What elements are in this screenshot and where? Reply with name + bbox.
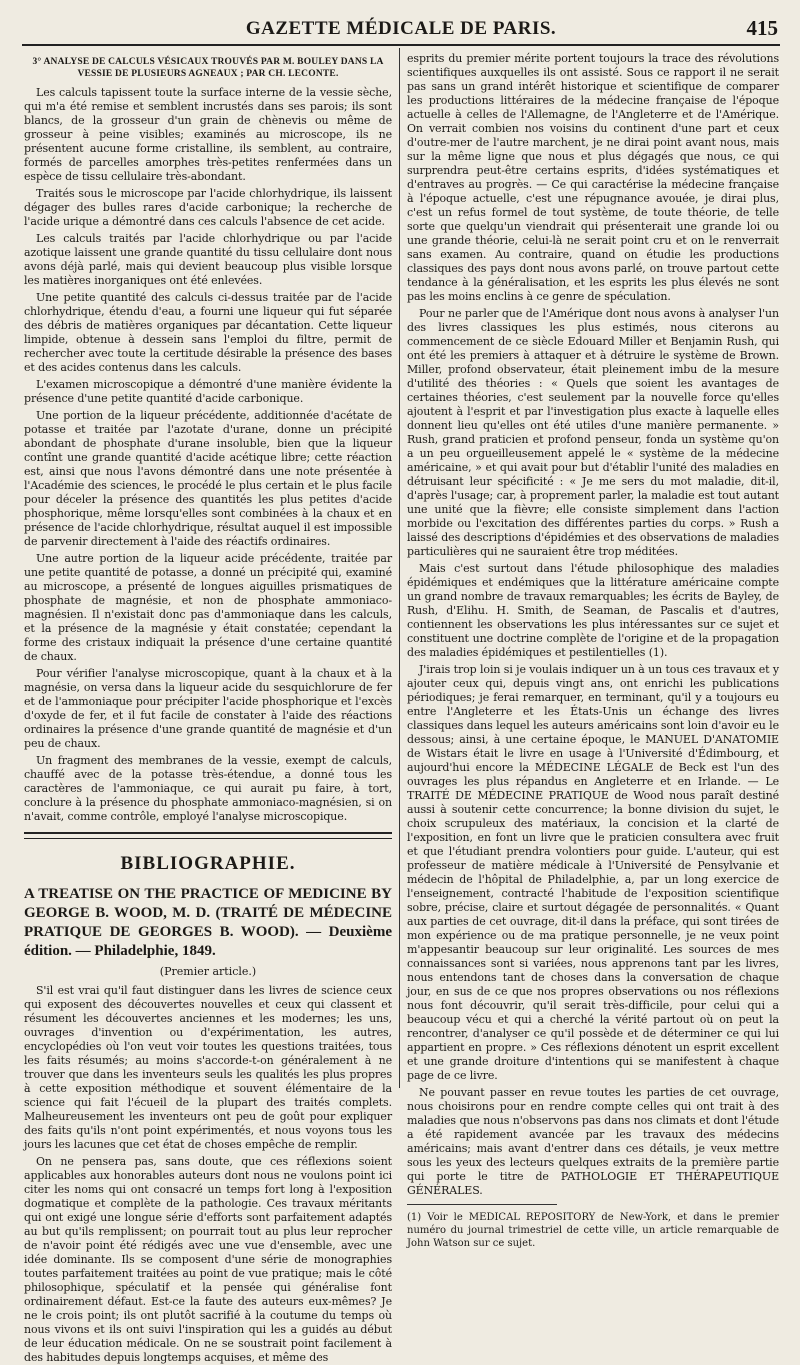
page-number: 415: [746, 16, 778, 40]
right-column: [407, 52, 779, 1249]
book-title: A TREATISE ON THE PRACTICE OF MEDICINE BY GEORGE B. WOOD, M. D. (TRAITÉ DE MÉDECINE PRATIQUE DE GEORGES B. WOOD). — Deuxième édition. — Philadelphie, 1849.: [24, 886, 392, 959]
paragraph: Traités sous le microscope par l'acide chlorhydrique, ils laissent dégager des bulles rares d'acide carbonique; la recherche de l'acide urique a démontré dans ces calculs l'absence de cet acide.: [24, 187, 392, 228]
bibliography-heading: BIBLIOGRAPHIE.: [120, 853, 296, 874]
section-title: 3° ANALYSE DE CALCULS VÉSICAUX TROUVÉS PAR M. BOULEY DANS LA VESSIE DE PLUSIEURS AGNEAUX ; PAR CH. LECONTE.: [32, 57, 384, 79]
paragraph: Ne pouvant passer en revue toutes les parties de cet ouvrage, nous choisirons pour en rendre compte celles qui ont trait à des maladies que nous n'observons pas dans nos climats et dont l'étude a été rapidement avancée par les travaux des médecins américains; mais avant d'entrer dans ces détails, je veux mettre sous les yeux des lecteurs quelques extraits de la première partie qui porte le titre de PATHOLOGIE ET THÉRAPEUTIQUE GÉNÉRALES.: [407, 1086, 779, 1197]
article-marker: (Premier article.): [159, 965, 257, 978]
paragraph: Les calculs traités par l'acide chlorhydrique ou par l'acide azotique laissent une grande quantité du tissu cellulaire dont nous avons déjà parlé, mais qui devient beaucoup plus visible lorsque les matières inorganiques ont été enlevées.: [24, 232, 392, 287]
column-divider: [399, 48, 400, 1088]
paragraph: Pour vérifier l'analyse microscopique, quant à la chaux et à la magnésie, on versa dans la liqueur acide du sesquichlorure de fer et de l'ammoniaque pour précipiter l'acide phosphorique et l'excès d'oxyde de fer, et il fut facile de constater à l'aide des réactions ordinaires la présence d'une grande quantité de magnésie et d'un peu de chaux.: [24, 667, 392, 750]
page-header: [22, 16, 780, 42]
paragraph: Les calculs tapissent toute la surface interne de la vessie sèche, qui m'a été remise et semblent incrustés dans ses parois; ils sont blancs, de la grosseur d'un grain de chènevis ou même de grosseur à peine visibles; examinés au microscope, ils ne présentent aucune forme cristalline, ils semblent, au contraire, formés de parcelles amorphes très-petites renfermées dans un espèce de tissu cellulaire très-abondant.: [24, 86, 392, 183]
left-column: [24, 52, 392, 1364]
header-rule: [22, 44, 780, 46]
paragraph: Pour ne parler que de l'Amérique dont nous avons à analyser l'un des livres classiques les plus estimés, nous citerons au commencement de ce siècle Edouard Miller et Benjamin Rush, qui ont été les premiers à attaquer et à détruire le système de Brown. Miller, profond observateur, était pleinement imbu de la mesure d'utilité des théories : « Quels que soient les avantages de certaines théories, c'est seulement par la nouvelle force qu'elles ajoutent à l'esprit et par l'investigation plus exacte à laquelle elles donnent lieu qu'elles ont été utiles d'une manière permanente. » Rush, grand praticien et profond penseur, fonda un système qu'on a un peu orgueilleusement appelé le « système de la médecine américaine, » et qui avait pour but d'établir l'unité des maladies en détruisant leur spécificité : « Je me sers du mot maladie, dit-il, d'après l'usage; car, à proprement parler, la maladie est tout autant une unité que la fièvre; elle consiste simplement dans l'action morbide ou l'excitation des différentes parties du corps. » Rush a laissé des descriptions d'épidémies et des observations de maladies particulières qui ne sauraient être trop méditées.: [407, 307, 779, 558]
paragraph: Un fragment des membranes de la vessie, exempt de calculs, chauffé avec de la potasse très-étendue, a donné tous les caractères de l'ammoniaque, ce qui aurait pu faire, à tort, conclure à la présence du phosphate ammoniaco-magnésien, si on n'avait, comme contrôle, employé l'analyse microscopique.: [24, 754, 392, 823]
paragraph: Mais c'est surtout dans l'étude philosophique des maladies épidémiques et endémiques que la littérature américaine compte un grand nombre de travaux remarquables; les écrits de Bayley, de Rush, d'Elihu. H. Smith, de Seaman, de Pascalis et d'autres, contiennent les observations les plus intéressantes sur ce sujet et constituent une doctrine complète de l'origine et de la propagation des maladies épidémiques et pestilentielles (1).: [407, 562, 779, 659]
footnote: (1) Voir le MEDICAL REPOSITORY de New-York, et dans le premier numéro du journal trimestriel de cette ville, un article remarquable de John Watson sur ce sujet.: [407, 1212, 779, 1249]
paragraph: L'examen microscopique a démontré d'une manière évidente la présence d'une petite quantité d'acide carbonique.: [24, 378, 392, 405]
paragraph: Une autre portion de la liqueur acide précédente, traitée par une petite quantité de potasse, a donné un précipité qui, examiné au microscope, a présenté de longues aiguilles prismatiques de phosphate de magnésie, et non de phosphate ammoniaco-magnésien. Il n'existait donc pas d'ammoniaque dans les calculs, et la présence de la magnésie y était constatée; cependant la forme des cristaux indiquait la présence d'une certaine quantité de chaux.: [24, 552, 392, 663]
paragraph: J'irais trop loin si je voulais indiquer un à un tous ces travaux et y ajouter ceux qui, depuis vingt ans, ont enrichi les publications périodiques; je ferai remarquer, en terminant, qu'il y a toujours eu entre l'Angleterre et les États-Unis un échange des livres classiques dans lequel les auteurs américains sont loin d'avoir eu le dessous; ainsi, à une certaine époque, le MANUEL D'ANATOMIE de Wistars était le livre en usage à l'Université d'Édimbourg, et aujourd'hui encore la MÉDECINE LÉGALE de Beck est l'un des ouvrages les plus répandus en Angleterre et en Irlande. — Le TRAITÉ DE MÉDECINE PRATIQUE de Wood nous paraît destiné aussi à soutenir cette concurrence; la bonne division du sujet, le choix scrupuleux des matériaux, la concision et la clarté de l'exposition, en font un livre que le praticien consultera avec fruit et que l'étudiant prendra volontiers pour guide. L'auteur, qui est professeur de matière médicale à l'Université de Pensylvanie et médecin de l'hôpital de Philadelphie, a, par un long exercice de l'enseignement, contracté l'habitude de l'exposition scientifique sobre, précise, claire et surtout dégagée de personnalités. « Quant aux parties de cet ouvrage, dit-il dans la préface, qui sont tirées de mon expérience ou de ma pratique personnelle, je ne veux point m'appesantir beaucoup sur leur originalité. Les sources de mes connaissances sont si variées, nous apprenons tant par les livres, nous entendons tant de choses dans la conversation de chaque jour, en sus de ce que nos propres observations ou nos réflexions nous font découvrir, qu'il serait très-difficile, pour celui qui a beaucoup vécu et qui a cherché la vérité partout où on peut la rencontrer, d'analyser ce qu'il possède et de déterminer ce qui lui appartient en propre. » Ces réflexions dénotent un esprit excellent et une grande droiture d'intentions qui se manifestent à chaque page de ce livre.: [407, 663, 779, 1082]
paragraph: Une portion de la liqueur précédente, additionnée d'acétate de potasse et traitée par l'azotate d'urane, donne un précipité abondant de phosphate d'urane insoluble, bien que la liqueur contînt une grande quantité d'acide acétique libre; cette réaction est, ainsi que nous l'avons démontré dans une note présentée à l'Académie des sciences, le procédé le plus certain et le plus facile pour déceler la présence des quantités les plus petites d'acide phosphorique, même lorsqu'elles sont combinées à la chaux et en présence de l'acide chlorhydrique, résultat auquel il est impossible de parvenir directement à l'aide des réactifs ordinaires.: [24, 409, 392, 548]
paragraph: On ne pensera pas, sans doute, que ces réflexions soient applicables aux honorables auteurs dont nous ne voulons point ici citer les noms qui ont consacré un temps fort long à l'exposition dogmatique et complète de la pathologie. Ces travaux méritants qui ont exigé une longue série d'efforts sont parfaitement adaptés au but qu'ils remplissent; on pourrait tout au plus leur reprocher de n'avoir point été rédigés avec une vue d'ensemble, avec une idée dominante. Ils se composent d'une série de monographies toutes parfaitement traitées au point de vue pratique; mais le côté philosophique, spéculatif et la pensée qui généralise font ordinairement défaut. Est-ce la faute des auteurs eux-mêmes? Je ne le crois point; ils ont plutôt sacrifié à la coutume du temps où nous vivons et ils ont suivi l'inspiration qui les a guidés au début de leur éducation médicale. On ne se soustrait point facilement à des habitudes depuis longtemps acquises, et même des: [24, 1155, 392, 1364]
running-head: GAZETTE MÉDICALE DE PARIS.: [245, 18, 557, 39]
paragraph: Une petite quantité des calculs ci-dessus traitée par de l'acide chlorhydrique, étendu d'eau, a fourni une liqueur qui fut séparée des débris de matières organiques par décantation. Cette liqueur limpide, obtenue à dessein sans l'emploi du filtre, permit de rechercher avec toute la certitude désirable la présence des bases et des acides contenus dans les calculs.: [24, 291, 392, 374]
footnote-rule: [407, 1204, 557, 1205]
section-rule: [24, 838, 392, 839]
paragraph: esprits du premier mérite portent toujours la trace des révolutions scientifiques auxquelles ils ont assisté. Sous ce rapport il ne serait pas sans un grand intérêt historique et scientifique de comparer les productions littéraires de la médecine française de l'époque actuelle à celles de l'Allemagne, de l'Angleterre et de l'Amérique. On verrait combien nos voisins du continent d'une part et ceux d'outre-mer de l'autre marchent, je ne dirai point avant nous, mais sur la même ligne que nous et plus dégagés que nous, ce qui surprendra peut-être certains esprits, d'idées systématiques et d'entraves au progrès. — Ce qui caractérise la médecine française à l'époque actuelle, c'est une répugnance avouée, je dirai plus, c'est un refus formel de tout système, de toute théorie, de telle sorte que quelqu'un viendrait qui présenterait une grande loi ou une grande théorie, celui-là ne serait point cru et on le renverrait sans examen. Au contraire, quand on étudie les productions classiques des pays dont nous avons parlé, on trouve partout cette tendance à la généralisation, et les esprits les plus élevés ne sont pas les moins enclins à ce genre de spéculation.: [407, 52, 779, 303]
paragraph: S'il est vrai qu'il faut distinguer dans les livres de science ceux qui exposent des découvertes nouvelles et ceux qui classent et résument les découvertes anciennes et les modernes; les uns, ouvrages d'invention ou d'expérimentation, les autres, encyclopédies où l'on veut voir toutes les questions traitées, tous les faits résumés; au moins s'accorde-t-on généralement à ne trouver que dans les inventeurs seuls les qualités les plus propres à cette exposition méthodique et souvent élémentaire de la science qui fait l'écueil de la plupart des traités complets. Malheureusement les inventeurs ont peu de goût pour expliquer des faits qu'ils n'ont point expérimentés, et nous voyons tous les jours les lacunes que cet état de choses empêche de remplir.: [24, 984, 392, 1151]
section-rule: [24, 832, 392, 834]
